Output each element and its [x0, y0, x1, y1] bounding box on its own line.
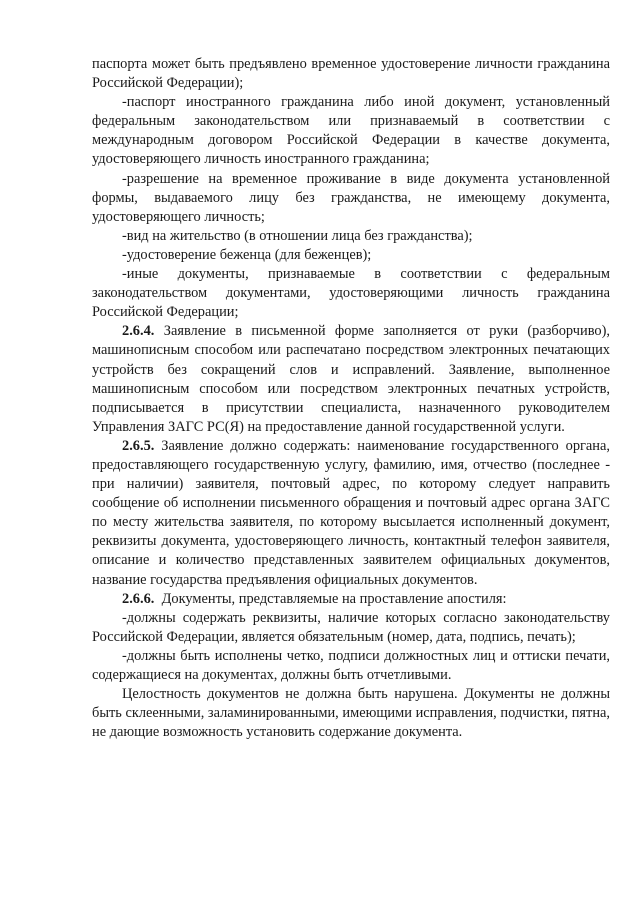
section-number: 2.6.5.: [122, 437, 155, 454]
section-2-6-6: [92, 590, 610, 609]
requirement-clear-execution: -должны быть исполнены четко, подписи должностных лиц и оттиски печати, содержащиеся на документах, должны быть отчетливыми.: [92, 647, 610, 683]
section-text: Документы, представляемые на проставление апостиля:: [154, 590, 507, 607]
section-text: Заявление в письменной форме заполняется от руки (разборчиво), машинописным способом или распечатано посредством электронных печатающих устройств без сокращений слов и исправлений. Заявление, выполненное машинописным способом или посредством электронных печатных устройств, подписывается в присутствии специалиста, назначенного руководителем Управления ЗАГС РС(Я) на предоставление данной государственной услуги.: [92, 323, 610, 435]
paragraph-foreign-passport: -паспорт иностранного гражданина либо иной документ, установленный федеральным законодательством или признаваемый в соответствии с международным договором Российской Федерации в качестве документа, удостоверяющего личность иностранного гражданина;: [92, 94, 610, 168]
section-2-6-4: [92, 322, 610, 437]
section-number: 2.6.4.: [122, 323, 155, 340]
paragraph-passport-temp: паспорта может быть предъявлено временное удостоверение личности гражданина Российской Федерации);: [92, 56, 610, 92]
requirement-requisites: -должны содержать реквизиты, наличие которых согласно законодательству Российской Федерации, является обязательным (номер, дата, подпись, печать);: [92, 609, 610, 645]
document-page: [92, 55, 610, 742]
paragraph-integrity: Целостность документов не должна быть нарушена. Документы не должны быть склеенными, заламинированными, имеющими исправления, подчистки, пятна, не дающие возможность установить содержание документа.: [92, 686, 610, 741]
section-number: 2.6.6.: [122, 590, 155, 607]
section-text: Заявление должно содержать: наименование государственного органа, предоставляющего государственную услугу, фамилию, имя, отчество (последнее - при наличии) заявителя, почтовый адрес, по которому следует направить сообщение об исполнении письменного обращения и почтовый адрес органа ЗАГС по месту жительства заявителя, по которому высылается исполненный документ, реквизиты документа, удостоверяющего личность, контактный телефон заявителя, описание и количество представленных заявителем официальных документов, название государства предъявления официальных документов.: [92, 437, 610, 588]
paragraph-residence-permit: -вид на жительство (в отношении лица без гражданства);: [122, 227, 473, 244]
paragraph-other-docs: -иные документы, признаваемые в соответствии с федеральным законодательством документами, удостоверяющими личность гражданина Российской Федерации;: [92, 266, 610, 321]
paragraph-refugee-cert: -удостоверение беженца (для беженцев);: [122, 246, 372, 263]
paragraph-temp-residence: -разрешение на временное проживание в виде документа установленной формы, выдаваемого лицу без гражданства, не имеющему документа, удостоверяющего личность;: [92, 170, 610, 225]
section-2-6-5: [92, 437, 610, 590]
